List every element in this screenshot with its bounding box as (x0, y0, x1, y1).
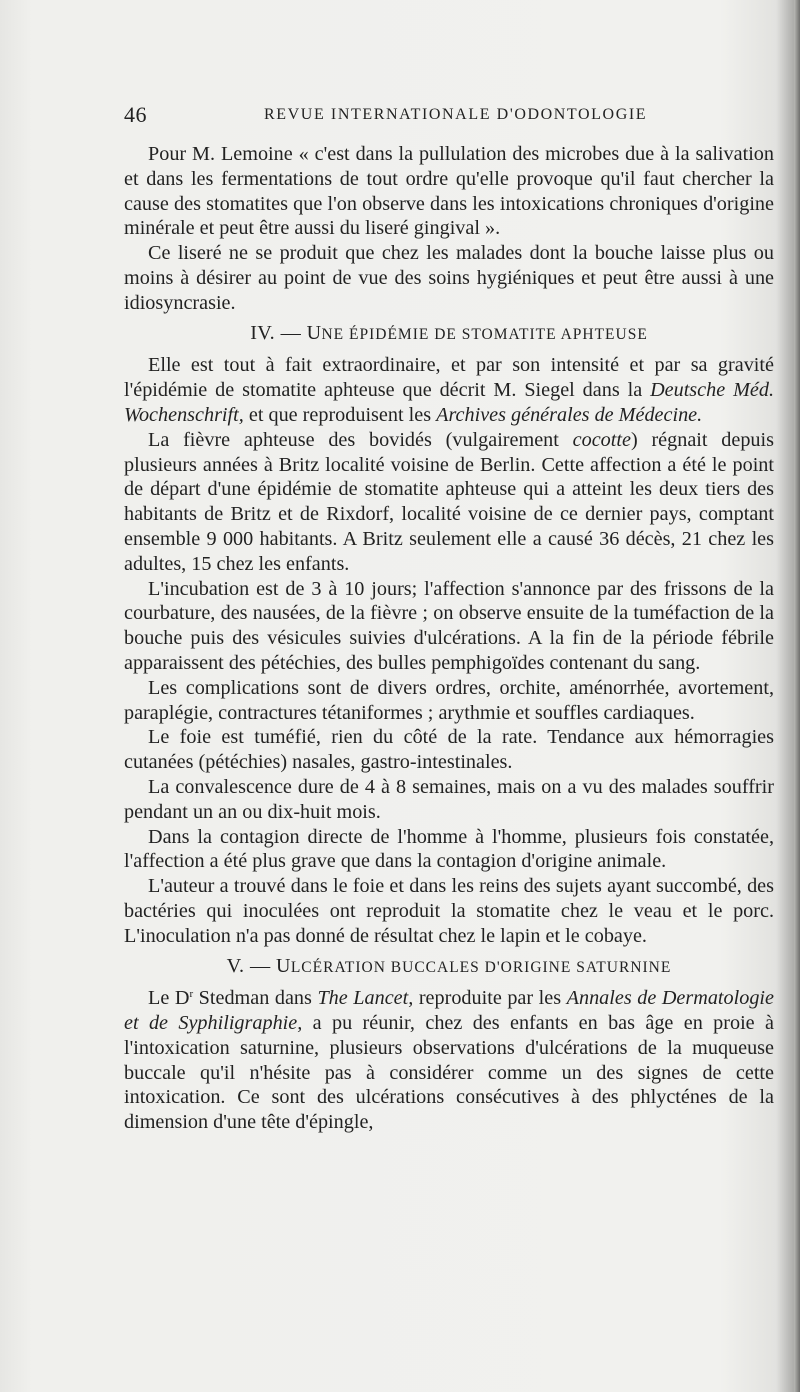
journal-title: The Lancet, (317, 987, 414, 1010)
section-heading-iv: IV. — UNE ÉPIDÉMIE DE STOMATITE APHTEUSE (250, 321, 648, 344)
page-header (124, 102, 774, 132)
paragraph: Les complications sont de divers ordres, orchite, aménorrhée, avortement, paraplégie, contractures tétaniformes ; arythmie et souffles cardiaques. (124, 676, 774, 724)
body-text (124, 142, 774, 1135)
journal-title: Deutsche Méd. Wochenschrift, (124, 379, 774, 426)
page-number: 46 (124, 102, 147, 127)
paragraph: Le foie est tuméfié, rien du côté de la rate. Tendance aux hémorragies cutanées (pétéchies) nasales, gastro-intestinales. (124, 726, 774, 774)
paragraph: Pour M. Lemoine « c'est dans la pullulation des microbes due à la salivation et dans les fermentations de tout ordre qu'elle provoque qu'il faut chercher la cause des stomatites que l'on observe dans les intoxications chroniques d'origine minérale et peut être aussi du liseré gingival ». (124, 143, 774, 240)
paragraph: La convalescence dure de 4 à 8 semaines, mais on a vu des malades souffrir pendant un an ou dix-huit mois. (124, 775, 774, 823)
running-title: REVUE INTERNATIONALE D'ODONTOLOGIE (264, 106, 648, 123)
paragraph: L'incubation est de 3 à 10 jours; l'affection s'annonce par des frissons de la courbature, des nausées, de la fièvre ; on observe ensuite de la tuméfaction de la bouche puis des vésicules suivies d'ulcérations. A la fin de la période fébrile apparaissent des pétéchies, des bulles pemphigoïdes contenant du sang. (124, 577, 774, 674)
paragraph: Elle est tout à fait extraordinaire, et par son intensité et par sa gravité l'épidémie de stomatite aphteuse que décrit M. Siegel dans la Deutsche Méd. Wochenschrift, et que reproduisent les Archives générales de Médecine. (124, 354, 774, 426)
paragraph: L'auteur a trouvé dans le foie et dans les reins des sujets ayant succombé, des bactéries qui inoculées ont reproduit la stomatite chez le veau et le porc. L'inoculation n'a pas donné de résultat chez le lapin et le cobaye. (124, 875, 774, 947)
paragraph: Le $D^r$ Stedman dans The Lancet, reproduite par les Annales de Dermatologie et de Syphiligraphie, a pu réunir, chez des enfants en bas âge en proie à l'intoxication saturnine, plusieurs observations d'ulcérations de la muqueuse buccale qu'il n'hésite pas à considérer comme un des signes de cette intoxication. Ce sont des ulcérations consécutives à des phlycténes de la dimension d'une tête d'épingle, (124, 987, 774, 1134)
paragraph: Dans la contagion directe de l'homme à l'homme, plusieurs fois constatée, l'affection a été plus grave que dans la contagion d'origine animale. (124, 825, 774, 873)
paragraph: Ce liseré ne se produit que chez les malades dont la bouche laisse plus ou moins à désirer au point de vue des soins hygiéniques et peut être aussi à une idiosyncrasie. (124, 242, 774, 314)
page-edge-shadow (794, 0, 800, 1392)
section-heading-v: V. — ULCÉRATION BUCCALES D'ORIGINE SATURNINE (226, 954, 672, 977)
paragraph: La fièvre aphteuse des bovidés (vulgairement cocotte) régnait depuis plusieurs années à Britz localité voisine de Berlin. Cette affection a été le point de départ d'une épidémie de stomatite aphteuse qui a atteint les deux tiers des habitants de Britz et de Rixdorf, localité voisine de ce dernier pays, comptant ensemble 9 000 habitants. A Britz seulement elle a causé 36 décès, 21 chez les adultes, 15 chez les enfants. (124, 428, 774, 575)
journal-title: Annales de Dermatologie et de Syphiligraphie, (124, 987, 774, 1035)
journal-title: Archives générales de Médecine. (436, 403, 703, 426)
